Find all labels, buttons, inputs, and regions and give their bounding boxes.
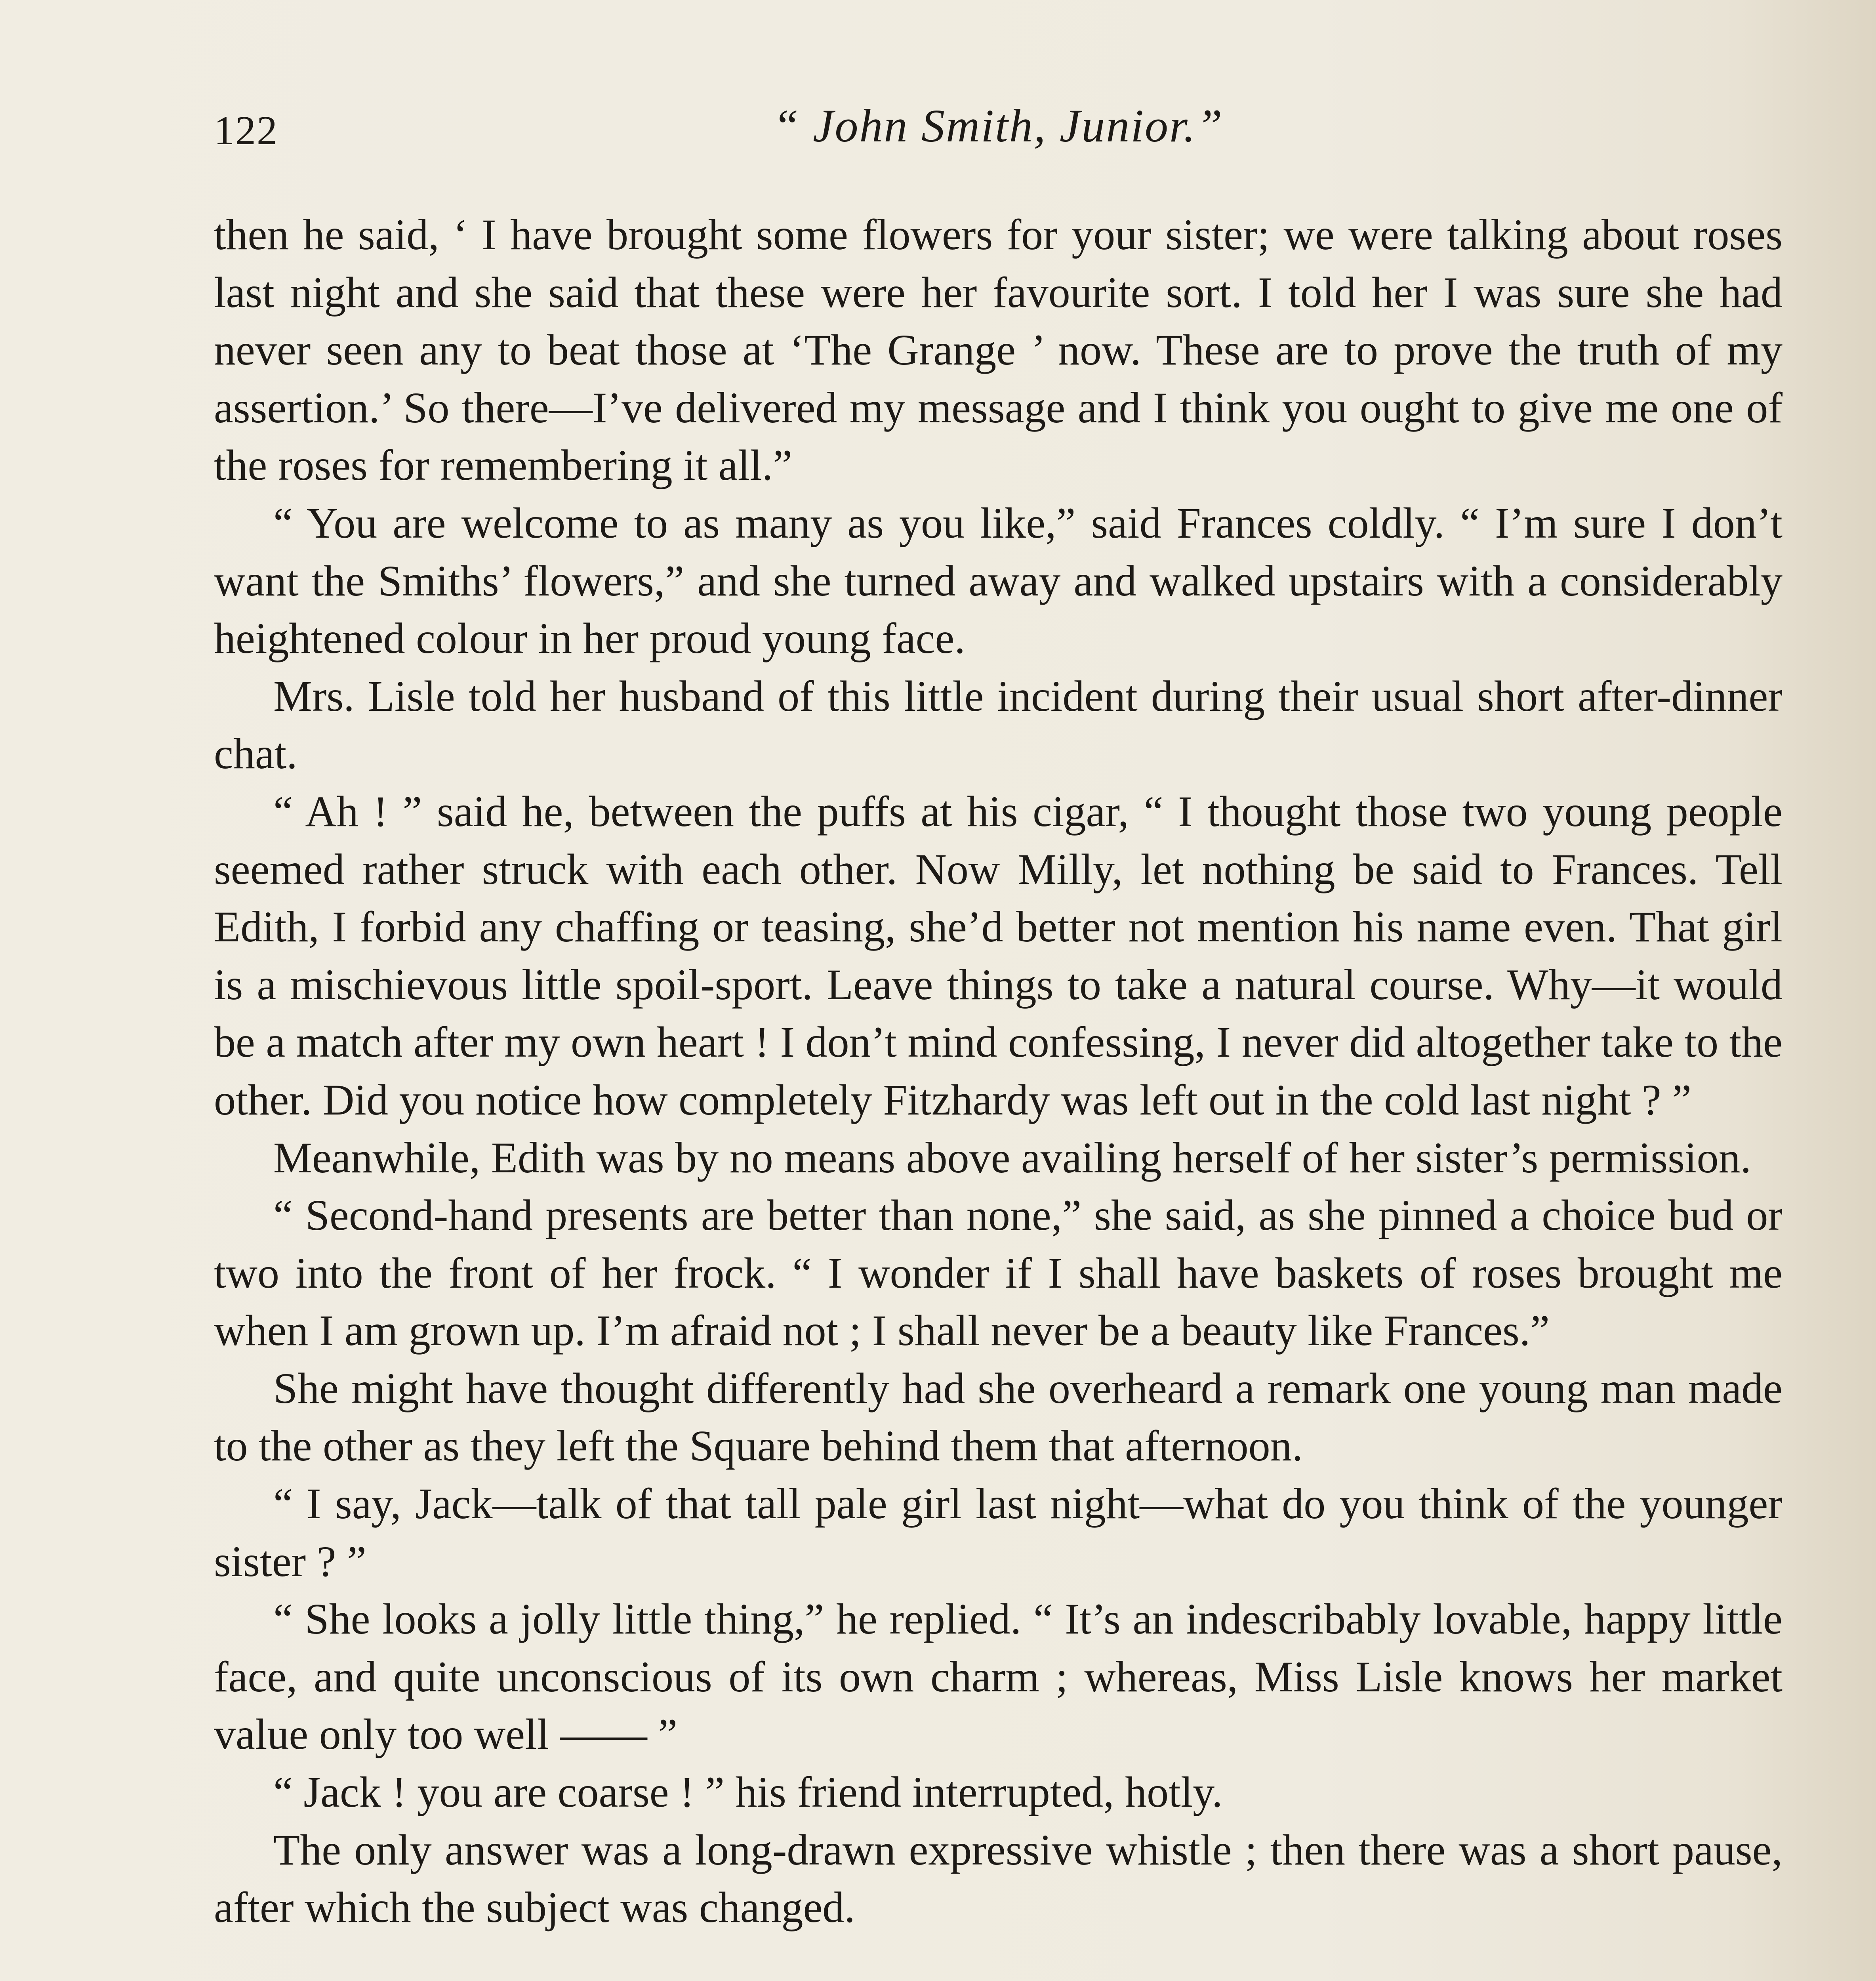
paragraph: “ She looks a jolly little thing,” he replied. “ It’s an indescribably lovable, happy little face, and quite unconscious of its own charm ; whereas, Miss Lisle knows her market value only too well —— ” xyxy=(214,1595,1783,1759)
paragraph: The only answer was a long-drawn expressive whistle ; then there was a short pause, after which the subject was changed. xyxy=(214,1825,1783,1932)
paragraph: Meanwhile, Edith was by no means above availing herself of her sister’s permission. xyxy=(273,1133,1751,1182)
paragraph: “ You are welcome to as many as you like,” said Frances coldly. “ I’m sure I don’t want the Smiths’ flowers,” and she turned away and walked upstairs with a considerably heightened colour in her proud young face. xyxy=(214,498,1783,663)
page-header xyxy=(214,91,1783,170)
body-text xyxy=(214,206,1783,1981)
page-number: 122 xyxy=(214,108,278,153)
paragraph: She might have thought differently had she overheard a remark one young man made to the other as they left the Square behind them that afternoon. xyxy=(214,1364,1783,1470)
paragraph: “ Jack ! you are coarse ! ” his friend interrupted, hotly. xyxy=(273,1768,1223,1817)
paragraph: “ I say, Jack—talk of that tall pale girl last night—what do you think of the younger sister ? ” xyxy=(214,1479,1783,1586)
paragraph: “ Ah ! ” said he, between the puffs at his cigar, “ I thought those two young people seemed rather struck with each other. Now Milly, let nothing be said to Frances. Tell Edith, I forbid any chaffing or teasing, she’d better not mention his name even. That girl is a mischievous little spoil-sport. Leave things to take a natural course. Why—it would be a match after my own heart ! I don’t mind confessing, I never did altogether take to the other. Did you notice how completely Fitzhardy was left out in the cold last night ? ” xyxy=(214,787,1783,1124)
paragraph: Mrs. Lisle told her husband of this little incident during their usual short after-dinner chat. xyxy=(214,672,1783,778)
paragraph-continuation: then he said, ‘ I have brought some flowers for your sister; we were talking about roses last night and she said that these were her favourite sort. I told her I was sure she had never seen any to beat those at ‘The Grange ’ now. These are to prove the truth of my assertion.’ So there—I’ve delivered my message and I think you ought to give me one of the roses for remembering it all.” xyxy=(214,210,1783,490)
paragraph: “ Second-hand presents are better than none,” she said, as she pinned a choice bud or two into the front of her frock. “ I wonder if I shall have baskets of roses brought me when I am grown up. I’m afraid not ; I shall never be a beauty like Frances.” xyxy=(214,1191,1783,1355)
running-title: “ John Smith, Junior.” xyxy=(773,100,1224,152)
